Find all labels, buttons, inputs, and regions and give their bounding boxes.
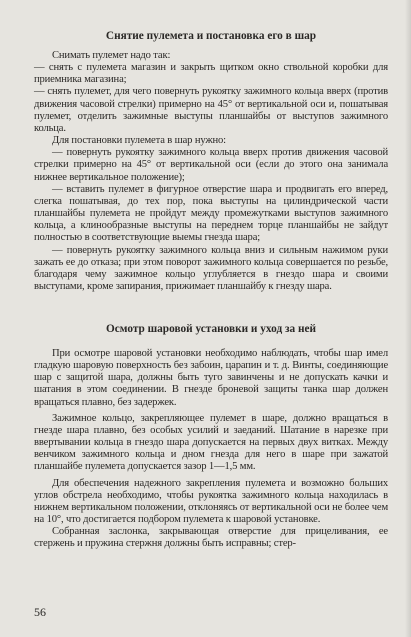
paragraph: — вставить пулемет в фигурное отверстие шара и продвигать его вперед, слегка пошатывая, до тех пор, пока выступы на цилиндрической части планшайбы пулемета не пройдут между промежутками выступов зажимного кольца, а клинообразные выступы на переднем торце планшайбы не зайдут полностью в соответствующие выемы гнезда шара; bbox=[34, 183, 388, 244]
section-body-inspection bbox=[34, 348, 388, 551]
paragraph: Снимать пулемет надо так: bbox=[52, 50, 171, 61]
paragraph: Зажимное кольцо, закрепляющее пулемет в шаре, должно вращаться в гнезде шара плавно, без особых усилий и заеданий. Шатание в нарезке при ввертывании кольца в гнездо шара допускается на первых двух витках. Между венчиком зажимного кольца и дном гнезда для него в шаре при зажатой планшайбе пулемета допускается зазор 1—1,5 мм. bbox=[34, 412, 388, 473]
paragraph: — снять пулемет, для чего повернуть рукоятку зажимного кольца вверх (против движения часовой стрелки) примерно на 45° от вертикальной оси и, пошатывая пулемет, отделить зажимные выступы планшайбы от выступов зажимного кольца. bbox=[34, 86, 388, 134]
paragraph: — снять с пулемета магазин и закрыть щитком окно ствольной коробки для приемника магазина; bbox=[34, 62, 388, 86]
section-body-removal bbox=[34, 50, 388, 293]
page-number: 56 bbox=[34, 605, 46, 619]
paragraph: Собранная заслонка, закрывающая отверстие для прицеливания, ее стержень и пружина стержня должны быть исправны; стер- bbox=[34, 526, 388, 550]
paragraph: Для обеспечения надежного закрепления пулемета и возможно больших углов обстрела необходимо, чтобы рукоятка зажимного кольца находилась в нижнем вертикальном положении, отклоняясь от вертикальной оси не более чем на 10°, что достигается подбором пулемета к шаровой установке. bbox=[34, 477, 388, 526]
paragraph: При осмотре шаровой установки необходимо наблюдать, чтобы шар имел гладкую шаровую поверхность без забоин, царапин и т. д. Винты, соединяющие шар с защитой шара, должны быть туго завинчены и не допускать качки и шатания в этом соединении. В гнезде броневой защиты танка шар должен вращаться плавно, без задержек. bbox=[34, 348, 388, 408]
paragraph: — повернуть рукоятку зажимного кольца вверх против движения часовой стрелки примерно на 45° от вертикальной оси (если до этого она занимала нижнее вертикальное положение); bbox=[34, 147, 388, 183]
paragraph: — повернуть рукоятку зажимного кольца вниз и сильным нажимом руки зажать ее до отказа; при этом поворот зажимного кольца совершается по резьбе, благодаря чему зажимное кольцо углубляется в гнездо шара и своими выступами, кроме запирания, прижимает планшайбу к гнезду шара. bbox=[34, 244, 388, 292]
page-edge-shadow bbox=[405, 0, 411, 637]
paragraph: Для постановки пулемета в шар нужно: bbox=[52, 135, 226, 147]
section-heading-removal: Снятие пулемета и постановка его в шар bbox=[105, 30, 317, 42]
section-heading-inspection: Осмотр шаровой установки и уход за ней bbox=[105, 323, 317, 335]
